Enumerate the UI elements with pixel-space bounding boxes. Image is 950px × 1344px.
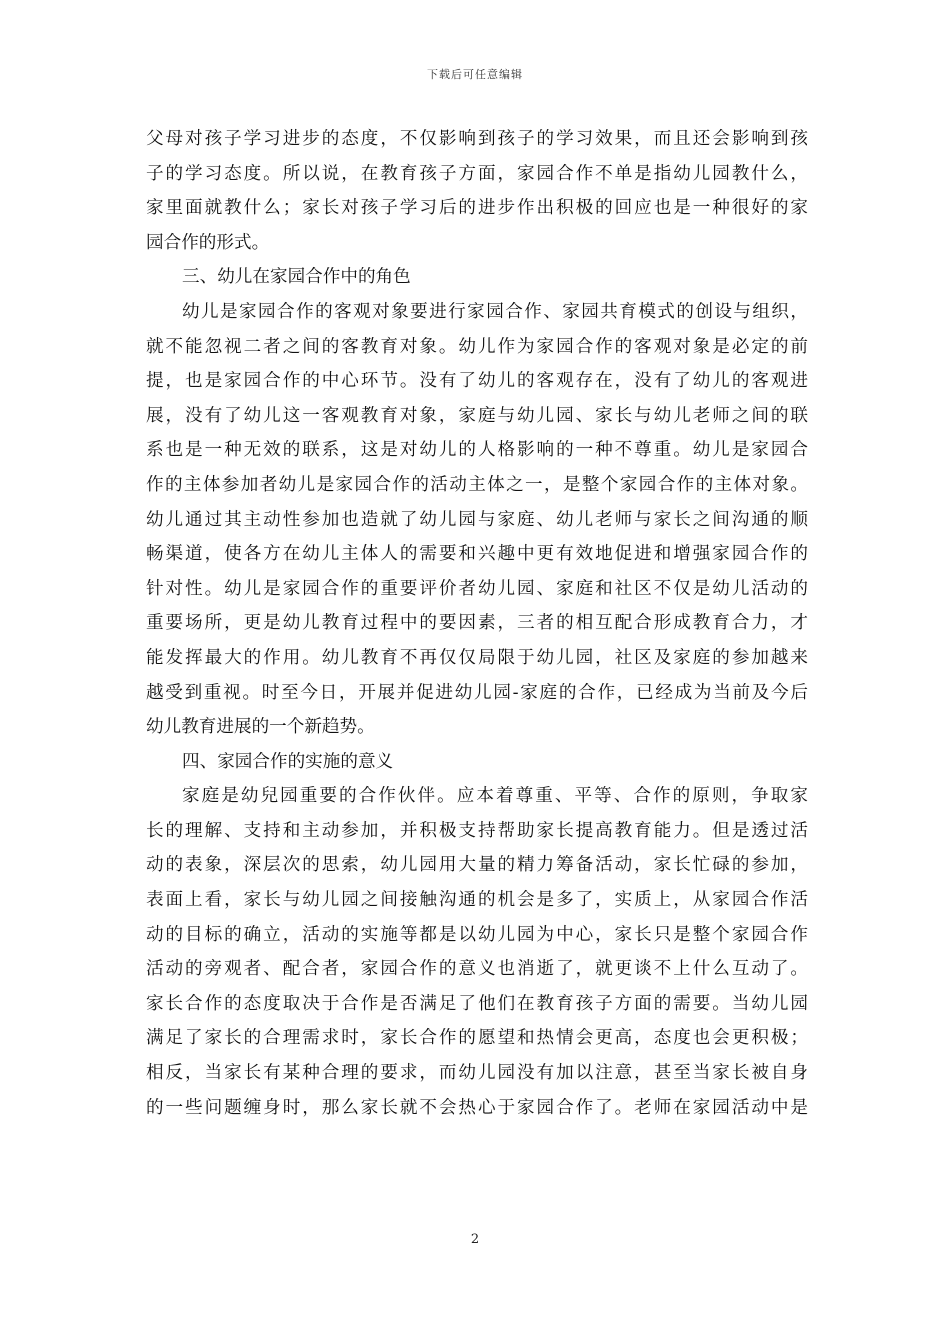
text-line: 动的目标的确立，活动的实施等都是以幼儿园为中心，家长只是整个家园合作	[146, 924, 808, 945]
text-line: 提，也是家园合作的中心环节。没有了幼儿的客观存在，没有了幼儿的客观进	[146, 371, 808, 392]
document-body	[146, 122, 808, 1125]
text-line: 幼儿教育进展的一个新趋势。	[146, 717, 375, 738]
text-line: 园合作的形式。	[146, 232, 270, 253]
text-line: 展，没有了幼儿这一客观教育对象，家庭与幼儿园、家长与幼儿老师之间的联	[146, 405, 808, 426]
text-line: 家庭是幼兒园重要的合作伙伴。应本着尊重、平等、合作的原则，争取家	[182, 786, 808, 807]
text-line: 畅渠道，使各方在幼儿主体人的需要和兴趣中更有效地促进和增强家园合作的	[146, 544, 808, 565]
text-line: 幼儿通过其主动性参加也造就了幼儿园与家庭、幼儿老师与家长之间沟通的顺	[146, 509, 808, 530]
text-line: 的一些问题缠身时，那么家长就不会热心于家园合作了。老师在家园活动中是	[146, 1097, 808, 1118]
text-line: 子的学习态度。所以说，在教育孩子方面，家园合作不单是指幼儿园教什么，	[146, 163, 808, 184]
text-line: 满足了家长的合理需求时，家长合作的愿望和热情会更高，态度也会更积极；	[146, 1028, 808, 1049]
section-heading: 三、幼儿在家园合作中的角色	[182, 267, 411, 288]
text-line: 相反，当家长有某种合理的要求，而幼儿园没有加以注意，甚至当家长被自身	[146, 1063, 808, 1084]
text-line: 越受到重视。时至今日，开展并促进幼儿园-家庭的合作，已经成为当前及今后	[146, 682, 808, 703]
text-line: 家长合作的态度取决于合作是否满足了他们在教育孩子方面的需要。当幼儿园	[146, 993, 808, 1014]
text-line: 系也是一种无效的联系，这是对幼儿的人格影响的一种不尊重。幼儿是家园合	[146, 440, 808, 461]
text-line: 家里面就教什么；家长对孩子学习后的进步作出积极的回应也是一种很好的家	[146, 198, 808, 219]
text-line: 表面上看，家长与幼儿园之间接触沟通的机会是多了，实质上，从家园合作活	[146, 890, 808, 911]
section-heading: 四、家园合作的实施的意义	[182, 751, 394, 772]
text-line: 针对性。幼儿是家园合作的重要评价者幼儿园、家庭和社区不仅是幼儿活动的	[146, 578, 808, 599]
text-line: 重要场所，更是幼儿教育过程中的要因素，三者的相互配合形成教育合力，才	[146, 613, 808, 634]
text-line: 幼儿是家园合作的客观对象要进行家园合作、家园共育模式的创设与组织，	[182, 301, 808, 322]
text-line: 父母对孩子学习进步的态度，不仅影响到孩子的学习效果，而且还会影响到孩	[146, 129, 808, 149]
text-line: 作的主体参加者幼儿是家园合作的活动主体之一，是整个家园合作的主体对象。	[146, 474, 808, 495]
page-header: 下载后可任意编辑	[427, 68, 523, 81]
text-line: 动的表象，深层次的思索，幼儿园用大量的精力筹备活动，家长忙碌的参加，	[146, 855, 808, 876]
text-line: 长的理解、支持和主动参加，并积极支持帮助家长提高教育能力。但是透过活	[146, 820, 808, 841]
text-line: 能发挥最大的作用。幼儿教育不再仅仅局限于幼儿园，社区及家庭的参加越来	[146, 647, 808, 668]
text-line: 活动的旁观者、配合者，家园合作的意义也消逝了，就更谈不上什么互动了。	[146, 959, 808, 980]
page-number: 2	[470, 1232, 480, 1247]
text-line: 就不能忽视二者之间的客教育对象。幼儿作为家园合作的客观对象是必定的前	[146, 336, 808, 357]
